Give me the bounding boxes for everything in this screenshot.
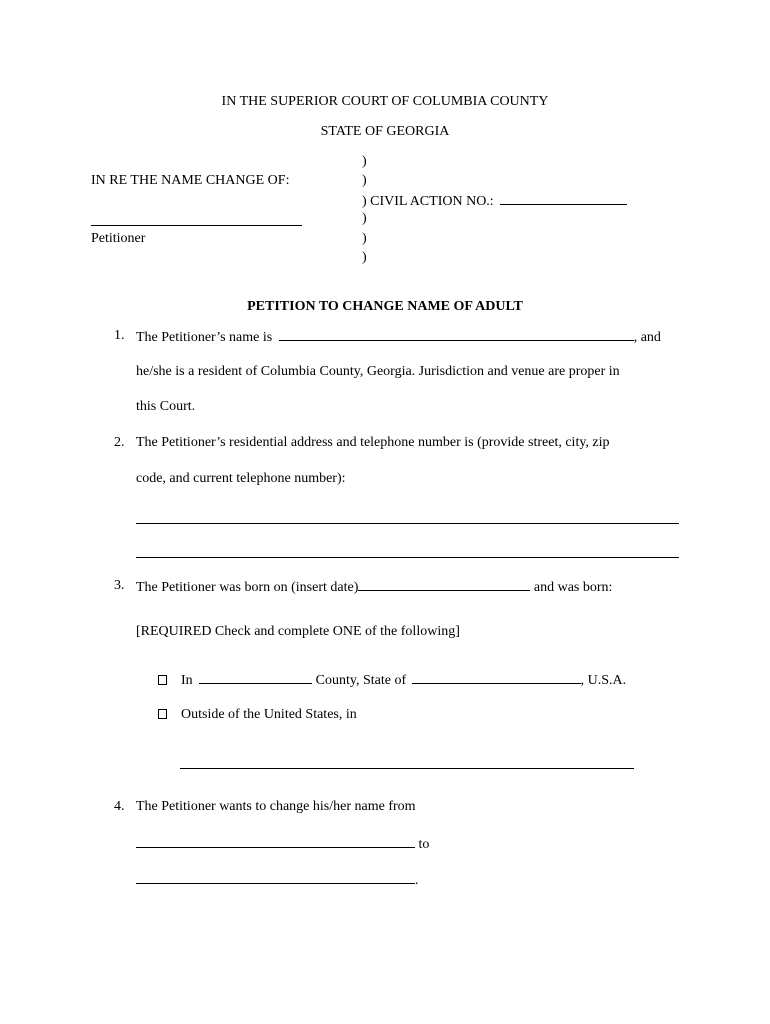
birth-date-label: The Petitioner was born on (insert date)	[136, 580, 359, 595]
caption-paren-2: )	[362, 173, 367, 188]
petitioner-name-blank[interactable]	[91, 212, 302, 226]
item-4-line-1: The Petitioner wants to change his/her name from	[136, 799, 416, 814]
period-label: .	[415, 873, 419, 888]
item-2-line-2: code, and current telephone number):	[136, 471, 346, 486]
caption-paren-4: )	[362, 231, 367, 246]
birth-county-field[interactable]	[199, 671, 312, 684]
court-heading: IN THE SUPERIOR COURT OF COLUMBIA COUNTY	[221, 94, 549, 109]
option-outside-label: Outside of the United States, in	[181, 707, 357, 722]
required-instruction: [REQUIRED Check and complete ONE of the following]	[136, 624, 460, 639]
current-name-row	[136, 835, 429, 853]
in-re-label: IN RE THE NAME CHANGE OF:	[91, 173, 290, 188]
petition-title: PETITION TO CHANGE NAME OF ADULT	[247, 299, 523, 314]
caption-paren-3: )	[362, 211, 367, 226]
option-county-state-label: County, State of	[315, 673, 407, 688]
item-1-line-1	[136, 328, 661, 346]
item-1-line-3: this Court.	[136, 399, 196, 414]
civil-action-label	[362, 192, 627, 210]
item-1-name-label: The Petitioner’s name is	[136, 330, 273, 345]
to-label: to	[418, 837, 430, 852]
caption-paren-5: )	[362, 250, 367, 265]
item-1-line-2: he/she is a resident of Columbia County, Georgia. Jurisdiction and venue are proper in	[136, 364, 620, 379]
item-1-and: , and	[633, 330, 661, 345]
civil-action-number-blank[interactable]	[500, 192, 627, 205]
checkbox-outside-usa[interactable]	[158, 709, 167, 719]
item-1-number: 1.	[114, 328, 125, 343]
was-born-label: and was born:	[533, 580, 613, 595]
item-3-number: 3.	[114, 578, 125, 593]
civil-action-text: ) CIVIL ACTION NO.:	[362, 194, 494, 209]
birth-date-field[interactable]	[358, 578, 530, 591]
item-3-line-1	[136, 578, 612, 596]
checkbox-in-usa[interactable]	[158, 675, 167, 685]
item-2-line-1: The Petitioner’s residential address and telephone number is (provide street, city, zip	[136, 435, 610, 450]
birth-state-field[interactable]	[412, 671, 581, 684]
petitioner-label: Petitioner	[91, 231, 146, 246]
address-line-2[interactable]	[136, 557, 679, 558]
new-name-row	[136, 871, 419, 889]
petitioner-name-field[interactable]	[279, 328, 634, 341]
birth-country-line[interactable]	[180, 768, 634, 769]
caption-paren-1: )	[362, 154, 367, 169]
option-outside-row	[158, 707, 357, 723]
address-line-1[interactable]	[136, 523, 679, 524]
item-2-number: 2.	[114, 435, 125, 450]
option-in-row	[158, 671, 626, 689]
option-usa-label: , U.S.A.	[580, 673, 627, 688]
new-name-field[interactable]	[136, 871, 415, 884]
item-4-number: 4.	[114, 799, 125, 814]
current-name-field[interactable]	[136, 835, 415, 848]
option-in-label: In	[181, 673, 193, 688]
state-heading: STATE OF GEORGIA	[320, 124, 450, 139]
